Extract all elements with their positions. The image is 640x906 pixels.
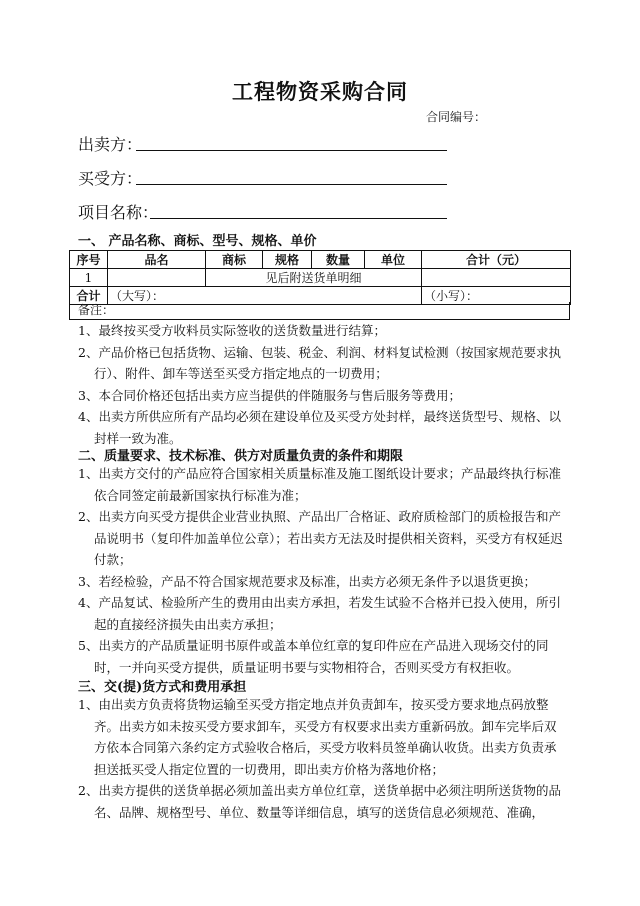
section-1-items <box>78 320 568 449</box>
table-row <box>70 269 571 287</box>
section-2-item: 5、出卖方的产品质量证明书原件或盖本单位红章的复印件应在产品进入现场交付的同时，一并向买受方提供，质量证明书要与实物相符合，否则买受方有权拒收。 <box>78 638 549 675</box>
contract-title: 工程物资采购合同 <box>232 79 408 104</box>
project-fill-line[interactable] <box>150 218 447 219</box>
buyer-label: 买受方： <box>78 169 143 188</box>
section-1-heading: 一、 产品名称、商标、型号、规格、单价 <box>78 234 317 249</box>
header-cell: 单位 <box>365 251 422 269</box>
section-2-item: 4、产品复试、检验所产生的费用由出卖方承担，若发生试验不合格并已投入使用，所引起的直接经济损失由出卖方承担； <box>78 595 561 632</box>
buyer-row <box>78 166 142 189</box>
section-1-item: 3、本合同价格还包括出卖方应当提供的伴随服务与售后服务等费用； <box>78 387 461 403</box>
section-3-item: 2、出卖方提供的送货单据必须加盖出卖方单位红章，送货单据中必须注明所送货物的品名、品牌、规格型号、单位、数量等详细信息，填写的送货信息必须规范、准确， <box>78 783 561 820</box>
section-2-items <box>78 463 568 678</box>
section-2-item: 2、出卖方向买受方提供企业营业执照、产品出厂合格证、政府质检部门的质检报告和产品说明书（复印件加盖单位公章）；若出卖方无法及时提供相关资料，买受方有权延迟付款； <box>78 509 563 567</box>
section-1-item: 1、最终按买受方收料员实际签收的送货数量进行结算； <box>78 323 386 338</box>
section-3-heading: 三、交(提)货方式和费用承担 <box>78 680 247 695</box>
section-2-item: 3、若经检验，产品不符合国家规范要求及标准，出卖方必须无条件予以退货更换； <box>78 573 536 589</box>
table-header-row <box>70 251 571 269</box>
buyer-fill-line[interactable] <box>136 184 447 185</box>
section-2-heading: 二、质量要求、技术标准、供方对质量负责的条件和期限 <box>78 449 404 464</box>
section-3-items <box>78 694 568 823</box>
header-cell: 合计（元） <box>422 251 571 269</box>
section-3-item: 1、由出卖方负责将货物运输至买受方指定地点并负责卸车，按买受方要求地点码放整齐。出卖方如未按买受方要求卸车，买受方有权要求出卖方重新码放。卸车完毕后双方依本合同第六条约定方式验收合格后，买受方收料员签单确认收货。出卖方负责承担送抵买受人指定位置的一切费用，即出卖方价格为落地价格； <box>78 697 557 777</box>
seller-label: 出卖方： <box>78 135 143 154</box>
remark-label: 备注： <box>78 303 115 317</box>
remark-box <box>69 302 570 320</box>
section-2-item: 1、出卖方交付的产品应符合国家相关质量标准及施工图纸设计要求；产品最终执行标准依合同签定前最新国家执行标准为准； <box>78 466 561 503</box>
total-lower-cell[interactable]: （小写）： <box>422 287 571 305</box>
row-number-cell: 1 <box>70 269 108 287</box>
section-1-item: 2、产品价格已包括货物、运输、包装、税金、利润、材料复试检测（按国家规范要求执行）、附件、卸车等送至买受方指定地点的一切费用； <box>78 344 561 381</box>
project-label: 项目名称： <box>78 203 159 222</box>
header-cell: 品名 <box>108 251 206 269</box>
goods-table <box>69 250 571 305</box>
seller-row <box>78 132 142 155</box>
table-cell[interactable] <box>422 269 571 287</box>
project-row <box>78 200 158 223</box>
total-upper-cell[interactable]: （大写）： <box>108 287 422 305</box>
contract-number-label: 合同编号： <box>426 110 487 124</box>
header-cell: 商标 <box>206 251 263 269</box>
section-1-item: 4、出卖方所供应所有产品均必须在建设单位及买受方处封样，最终送货型号、规格、以封样一致为准。 <box>78 409 561 446</box>
seller-fill-line[interactable] <box>136 150 447 151</box>
header-cell: 规格 <box>263 251 312 269</box>
header-cell: 序号 <box>70 251 108 269</box>
row-note-cell: 见后附送货单明细 <box>206 269 422 287</box>
header-cell: 数量 <box>312 251 365 269</box>
table-cell[interactable] <box>108 269 206 287</box>
total-label-cell: 合计 <box>70 287 108 305</box>
